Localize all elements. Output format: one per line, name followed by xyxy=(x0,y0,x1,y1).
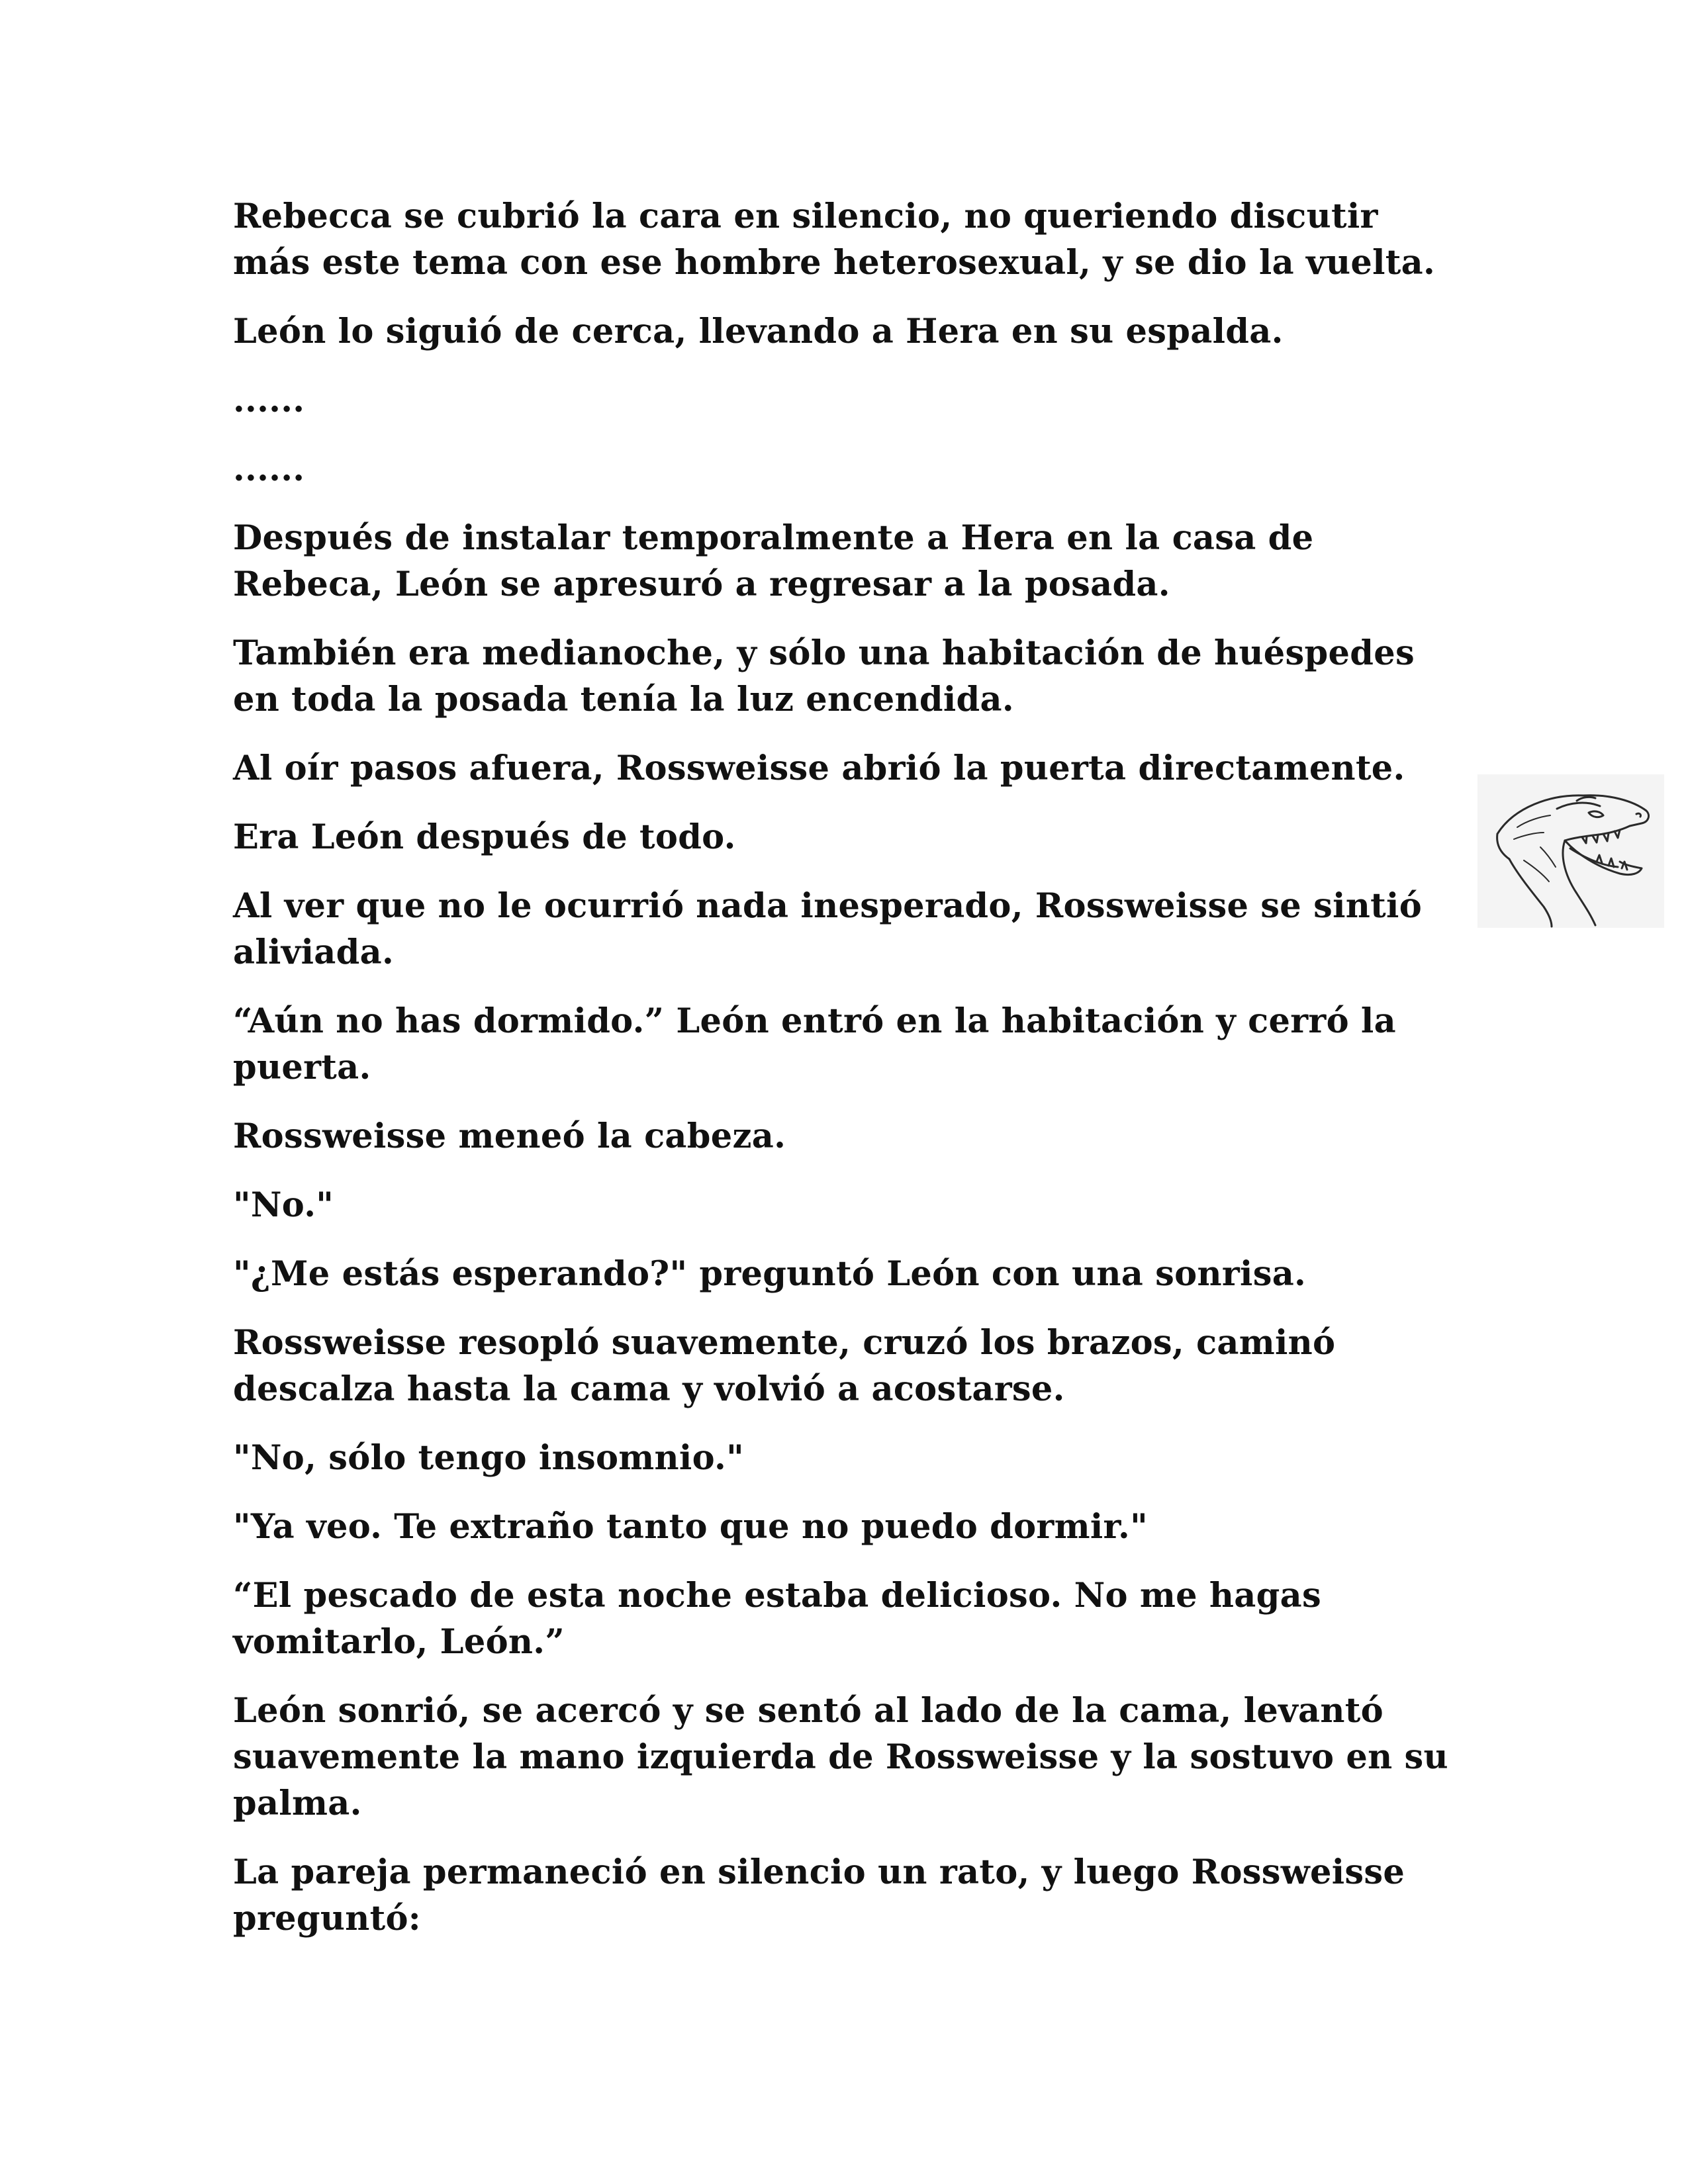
paragraph: “El pescado de esta noche estaba delicioso. No me hagas vomitarlo, León.” xyxy=(233,1576,1321,1662)
paragraph: "Ya veo. Te extraño tanto que no puedo dormir." xyxy=(233,1507,1148,1547)
paragraph: Al ver que no le ocurrió nada inesperado, Rossweisse se sintió aliviada. xyxy=(233,886,1423,972)
paragraph: "No, sólo tengo insomnio." xyxy=(233,1438,744,1478)
paragraph: "¿Me estás esperando?" preguntó León con una sonrisa. xyxy=(233,1254,1307,1294)
paragraph: "No." xyxy=(233,1185,334,1225)
paragraph: “Aún no has dormido.” León entró en la habitación y cerró la puerta. xyxy=(233,1001,1396,1087)
paragraph: Rossweisse resopló suavemente, cruzó los brazos, caminó descalza hasta la cama y volvió a acostarse. xyxy=(233,1323,1336,1409)
paragraph: Al oír pasos afuera, Rossweisse abrió la puerta directamente. xyxy=(233,749,1405,788)
paragraph: León lo siguió de cerca, llevando a Hera en su espalda. xyxy=(233,312,1284,351)
paragraph: León sonrió, se acercó y se sentó al lado de la cama, levantó suavemente la mano izquierda de Rossweisse y la sostuvo en su palma. xyxy=(233,1691,1448,1823)
paragraph: Rebecca se cubrió la cara en silencio, no queriendo discutir más este tema con ese hombre heterosexual, y se dio la vuelta. xyxy=(233,197,1436,283)
paragraph-ellipsis: ...... xyxy=(233,449,305,489)
paragraph: Después de instalar temporalmente a Hera en la casa de Rebeca, León se apresuró a regresar a la posada. xyxy=(233,518,1314,604)
paragraph: Era León después de todo. xyxy=(233,817,736,857)
paragraph: También era medianoche, y sólo una habitación de huéspedes en toda la posada tenía la luz encendida. xyxy=(233,633,1415,719)
paragraph-ellipsis: ...... xyxy=(233,381,305,420)
paragraph: Rossweisse meneó la cabeza. xyxy=(233,1116,786,1156)
paragraph: La pareja permaneció en silencio un rato, y luego Rossweisse preguntó: xyxy=(233,1852,1405,1938)
document-body xyxy=(233,193,1451,1964)
dinosaur-head-sketch-icon xyxy=(1477,774,1664,928)
